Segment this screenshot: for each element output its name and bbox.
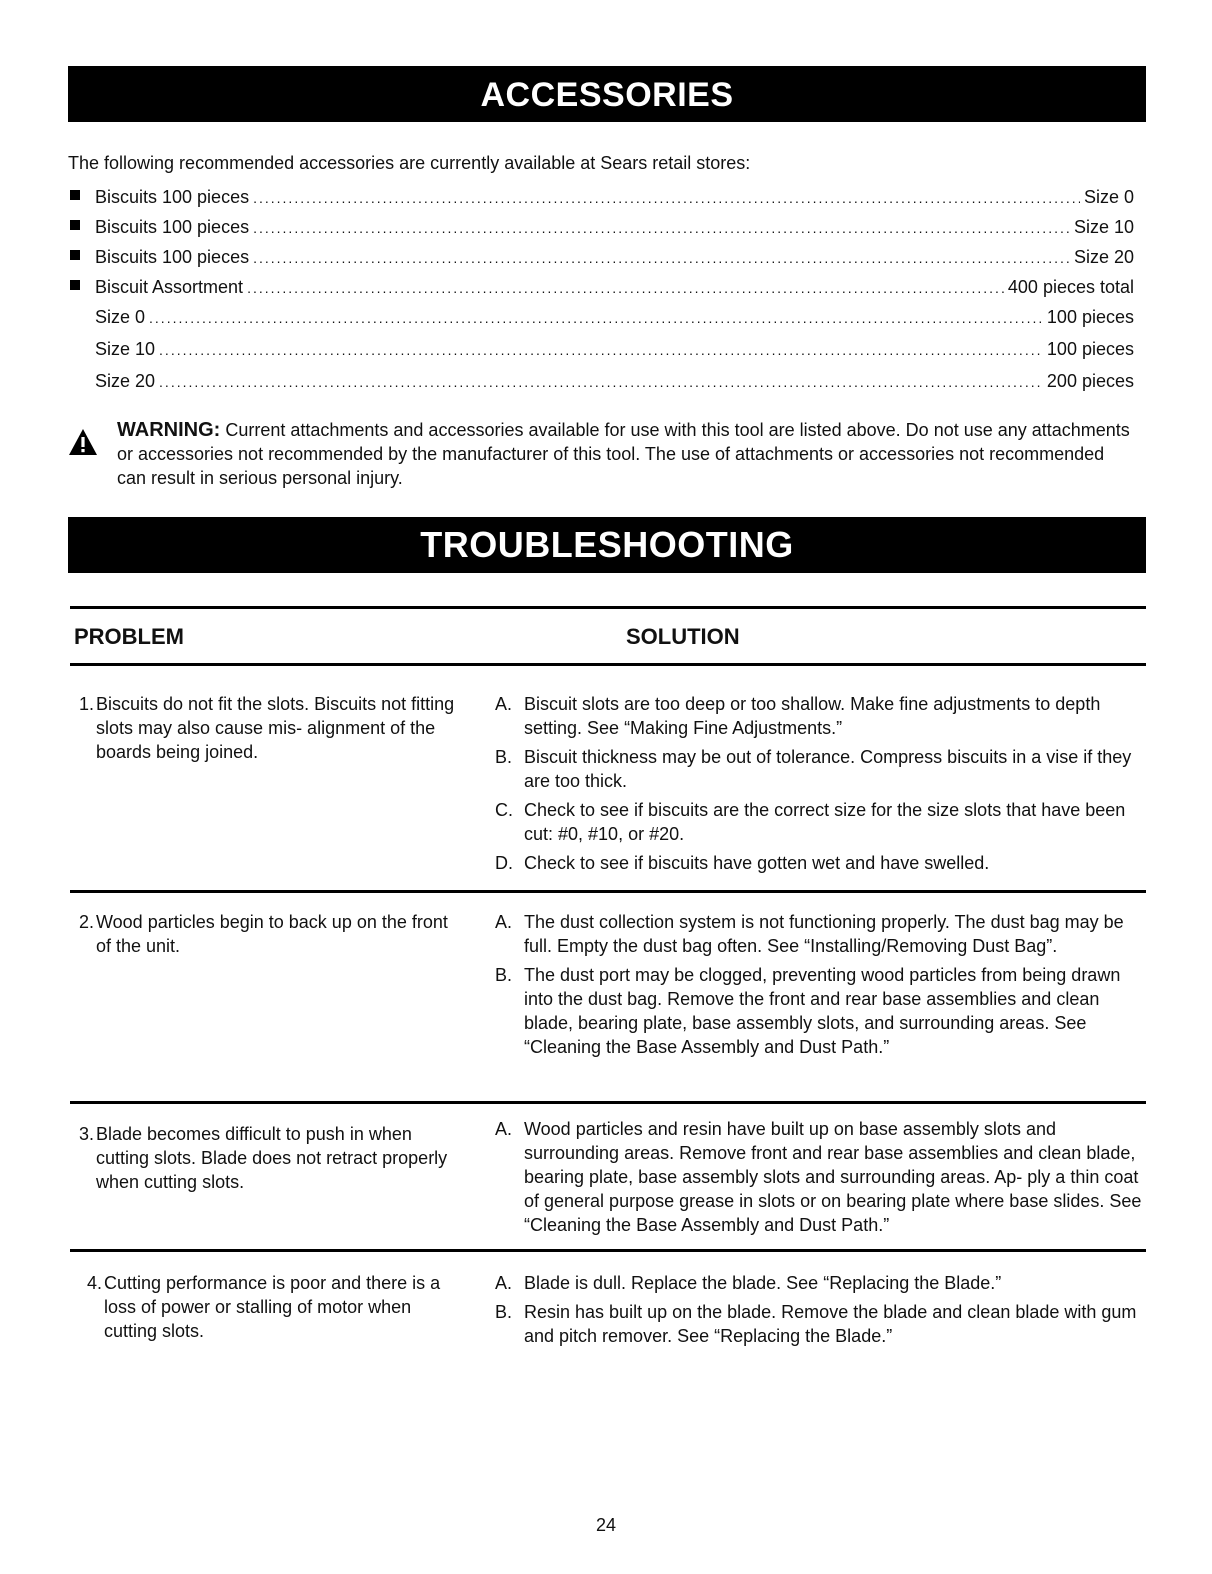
accessory-item (68, 184, 1134, 214)
solution-item (495, 963, 1150, 1059)
solution-list (495, 692, 1150, 880)
subitem-name: Size 20 (95, 371, 156, 391)
solution-letter: B. (495, 965, 513, 985)
solution-text: Wood particles and resin have built up on base assembly slots and surrounding areas. Remove front and rear base assemblies and clean blade, bearing plate, base assembly slots and surrounding areas. Ap- ply a thin coat of general purpose grease in slots or on bearing plate where base slides. See “Cleaning the Base Assembly and Dust Path.” (524, 1119, 1142, 1235)
warning-body: Current attachments and accessories available for use with this tool are listed above. Do not use any attachments or accessories not recommended by the manufacturer of this tool. The use of attachments or accessories not recommended can result in serious personal injury. (117, 420, 1130, 488)
solution-text: Blade is dull. Replace the blade. See “Replacing the Blade.” (524, 1273, 1002, 1293)
solution-text: Biscuit thickness may be out of tolerance. Compress biscuits in a vise if they are too thick. (524, 747, 1132, 791)
dot-leader (253, 245, 1070, 271)
accessory-value: Size 0 (1083, 187, 1134, 207)
problem-item (70, 910, 460, 958)
accessory-item (68, 274, 1134, 304)
row-divider (70, 1249, 1146, 1252)
problem-text: Cutting performance is poor and there is a loss of power or stalling of motor when cutting slots. (104, 1273, 441, 1341)
accessory-subitem (68, 304, 1134, 336)
accessory-item (68, 214, 1134, 244)
subitem-name: Size 10 (95, 339, 156, 359)
solution-item (495, 1300, 1150, 1348)
solution-text: Check to see if biscuits are the correct size for the size slots that have been cut: #0, #10, or #20. (524, 800, 1126, 844)
solution-letter: D. (495, 853, 513, 873)
dot-leader (253, 215, 1070, 241)
problem-number: 4. (86, 1273, 102, 1293)
problem-item (70, 692, 460, 764)
row-divider (70, 1101, 1146, 1104)
solution-text: Biscuit slots are too deep or too shallow. Make fine adjustments to depth setting. See “Making Fine Adjustments.” (524, 694, 1101, 738)
problem-item (70, 1271, 460, 1343)
accessory-value: 400 pieces total (1007, 277, 1134, 297)
problem-number: 1. (78, 694, 94, 714)
solution-text: Resin has built up on the blade. Remove the blade and clean blade with gum and pitch remover. See “Replacing the Blade.” (524, 1302, 1137, 1346)
problem-column-header: PROBLEM (74, 624, 184, 649)
problem-text: Biscuits do not fit the slots. Biscuits not fitting slots may also cause mis- alignment of the boards being joined. (96, 694, 455, 762)
dot-leader (159, 337, 1043, 363)
subitem-value: 100 pieces (1046, 339, 1134, 359)
accessory-subitem (68, 336, 1134, 368)
solution-list (495, 1271, 1150, 1353)
dot-leader (159, 369, 1043, 395)
solution-letter: B. (495, 747, 513, 767)
solution-item (495, 851, 1150, 875)
accessory-value: Size 20 (1073, 247, 1134, 267)
solution-text: The dust port may be clogged, preventing wood particles from being drawn into the dust bag. Remove the front and rear base assemblies and clean blade, bearing plate, base assembly slots, and surrounding areas. See “Cleaning the Base Assembly and Dust Path.” (524, 965, 1121, 1057)
subitem-value: 200 pieces (1046, 371, 1134, 391)
accessory-value: Size 10 (1073, 217, 1134, 237)
solution-item (495, 910, 1150, 958)
accessory-name: Biscuit Assortment (95, 277, 244, 297)
row-divider (70, 890, 1146, 893)
dot-leader (253, 185, 1080, 211)
page-number: 24 (595, 1515, 617, 1535)
problem-item (70, 1122, 460, 1194)
solution-list (495, 910, 1150, 1064)
troubleshooting-heading: TROUBLESHOOTING (68, 517, 1146, 573)
dot-leader (149, 305, 1043, 331)
solution-text: Check to see if biscuits have gotten wet and have swelled. (524, 853, 990, 873)
warning-triangle-icon (68, 428, 98, 456)
accessory-item (68, 244, 1134, 274)
solution-letter: A. (495, 1119, 513, 1139)
accessories-heading: ACCESSORIES (68, 66, 1146, 122)
subitem-name: Size 0 (95, 307, 146, 327)
accessory-name: Biscuits 100 pieces (95, 187, 250, 207)
problem-number: 3. (78, 1124, 94, 1144)
solution-item (495, 1117, 1150, 1237)
warning-label: WARNING: (117, 419, 221, 441)
header-bottom-rule (70, 663, 1146, 666)
solution-item (495, 1271, 1150, 1295)
solution-letter: A. (495, 1273, 513, 1293)
solution-text: The dust collection system is not functioning properly. The dust bag may be full. Empty the dust bag often. See “Installing/Removing Dust Bag”. (524, 912, 1124, 956)
accessory-name: Biscuits 100 pieces (95, 247, 250, 267)
warning-block (68, 418, 1138, 490)
solution-letter: C. (495, 800, 513, 820)
solution-list (495, 1117, 1150, 1242)
accessories-list (68, 184, 1134, 400)
problem-number: 2. (78, 912, 94, 932)
accessory-name: Biscuits 100 pieces (95, 217, 250, 237)
problem-text: Blade becomes difficult to push in when cutting slots. Blade does not retract properly when cutting slots. (96, 1124, 448, 1192)
solution-item (495, 692, 1150, 740)
solution-item (495, 745, 1150, 793)
warning-text (117, 418, 1138, 490)
accessory-subitem (68, 368, 1134, 400)
accessories-intro: The following recommended accessories are currently available at Sears retail stores: (68, 153, 751, 173)
solution-item (495, 798, 1150, 846)
subitem-value: 100 pieces (1046, 307, 1134, 327)
table-top-rule (70, 606, 1146, 609)
problem-text: Wood particles begin to back up on the front of the unit. (96, 912, 448, 956)
solution-letter: A. (495, 912, 513, 932)
dot-leader (247, 275, 1004, 301)
solution-letter: A. (495, 694, 513, 714)
solution-column-header: SOLUTION (626, 624, 740, 649)
solution-letter: B. (495, 1302, 513, 1322)
